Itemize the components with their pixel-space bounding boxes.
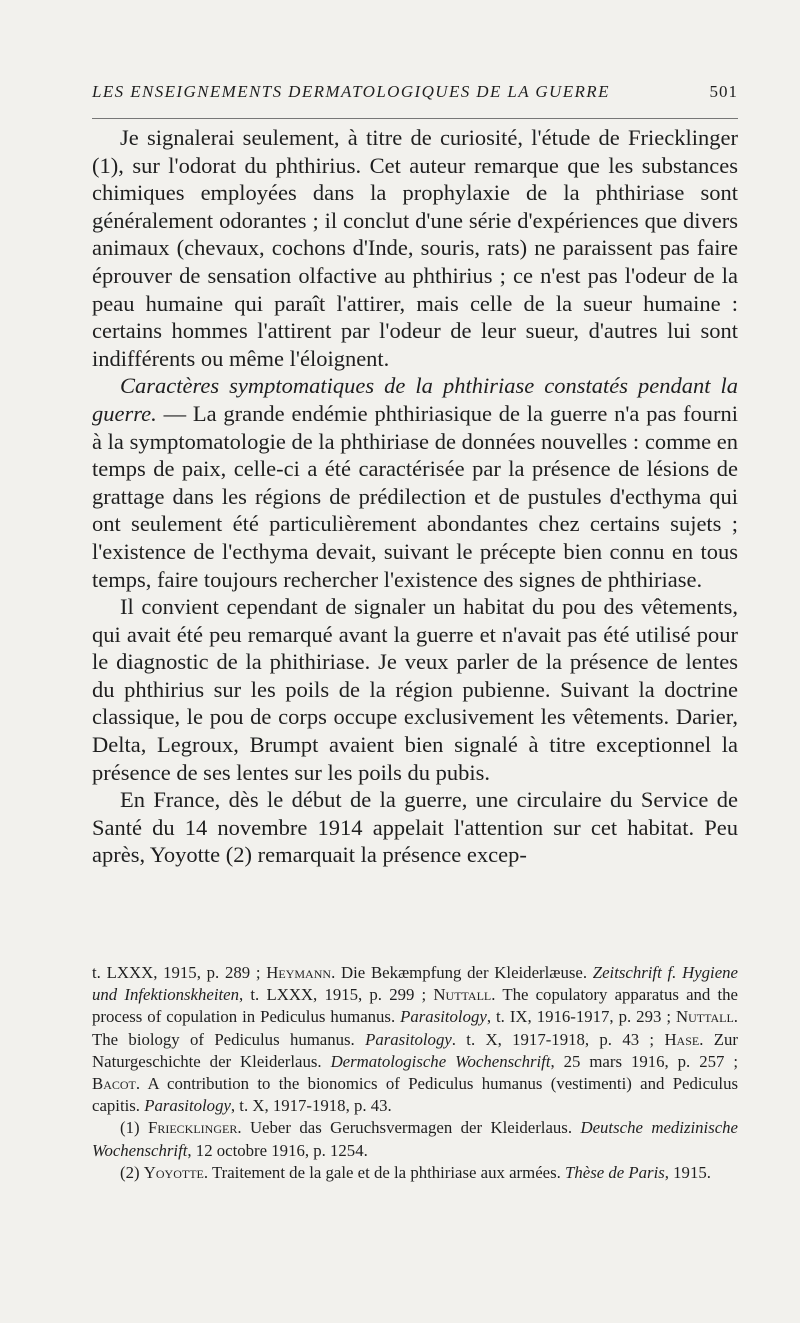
paragraph-frieckinger: Je signalerai seulement, à titre de curiosité, l'étude de Friecklinger (1), sur l'odorat du phthirius. Cet auteur remarque que les substances chimiques employées dans la prophylaxie de la phthiriase sont généralement odorantes ; il conclut d'une série d'expériences que divers animaux (chevaux, cochons d'Inde, souris, rats) ne paraissent pas faire éprouver de sensation olfactive au phthirius ; ce n'est pas l'odeur de la peau humaine qui paraît l'attirer, mais celle de la sueur humaine : certains hommes l'attirent par l'odeur de leur sueur, d'autres lui sont indifférents ou même l'éloignent. [92,125,738,371]
note-author: Nuttall [433,985,492,1005]
note-journal: Parasitology [400,1007,487,1027]
note-text: . t. X, 1917-1918, p. 43 ; [451,1029,665,1049]
running-header [92,82,738,102]
note-journal: Parasitology [144,1096,231,1116]
note-text: . The copulatory apparatus and the process of copulation in Pediculus humanus. [92,985,738,1027]
note-text: t. LXXX, 1915, p. 289 ; [92,963,267,982]
paragraph-habitat: Il convient cependant de signaler un habitat du pou des vêtements, qui avait été peu remarqué avant la guerre et n'avait pas été utilisé pour le diagnostic de la phithiriase. Je veux parler de la présence de lentes du phthirius sur les poils de la région pubienne. Suivant la doctrine classique, le pou de corps occupe exclusivement les vêtements. Darier, Delta, Legroux, Brumpt avaient bien signalé à titre exceptionnel la présence de ses lentes sur les poils du pubis. [92,594,738,785]
note-text: . Ueber das Geruchsvermagen der Kleiderlaus. [237,1118,581,1138]
footnote-1 [92,1117,738,1161]
note-text: , t. IX, 1916-1917, p. 293 ; [486,1007,676,1027]
paragraph-symptoms-text: — La grande endémie phthiriasique de la guerre n'a pas fourni à la symptomatologie de la phthiriase de données nouvelles : comme en temps de paix, celle-ci a été caractérisée par la présence de lésions de grattage dans les régions de prédilection et de pustules d'ecthyma qui ont seulement été particulièrement abondantes chez certains sujets ; l'existence de l'ecthyma devait, suivant le précepte bien connu en tous temps, faire toujours rechercher l'existence des signes de phthiriase. [92,400,738,592]
note-author: Hase [664,1029,700,1049]
footnotes [92,962,738,1184]
note-author: Friecklinger [148,1118,238,1138]
note-journal: Dermatologische Wochenschrift [330,1051,551,1071]
note-journal: Zeitschrift f. Hygiene und Infektionskheiten [92,963,738,1005]
footnote-2 [92,1162,738,1184]
note-text: . Die Bekæmpfung der Kleiderlæuse. [331,963,593,982]
note-text: . Zur Naturgeschichte der Kleiderlaus. [92,1029,738,1071]
note-text: . A contribution to the bionomics of Pediculus humanus (vestimenti) and Pediculus capitis. [92,1074,738,1116]
header-rule [92,118,738,119]
note-text: , t. X, 1917-1918, p. 43. [230,1096,392,1116]
paragraph-symptoms [92,372,738,593]
note-text: , 25 mars 1916, p. 257 ; [550,1051,738,1071]
footnote-marker: (1) [120,1118,148,1138]
note-text: , 12 octobre 1916, p. 1254. [187,1140,368,1160]
note-author: Heymann [266,963,332,982]
note-author: Yoyotte [143,1162,204,1182]
main-text [92,124,738,869]
note-journal: Thèse de Paris [565,1162,665,1182]
footnote-marker: (2) [120,1162,144,1182]
note-journal: Deutsche medizinische Wochenschrift [92,1118,739,1160]
note-author: Bacot [92,1074,136,1094]
note-text: , 1915. [664,1162,711,1182]
footnote-continuation [92,962,738,1117]
section-heading: Caractères symptomatiques de la phthiriase constatés pendant la guerre. [92,373,738,426]
page-number: 501 [709,82,738,101]
note-text: . The biology of Pediculus humanus. [92,1007,738,1049]
note-text: . Traitement de la gale et de la phthiriase aux armées. [203,1162,566,1182]
note-text: , t. LXXX, 1915, p. 299 ; [239,985,434,1005]
note-author: Nuttall [675,1007,734,1027]
running-title: LES ENSEIGNEMENTS DERMATOLOGIQUES DE LA GUERRE [92,82,610,101]
note-journal: Parasitology [365,1029,452,1049]
paragraph-france: En France, dès le début de la guerre, une circulaire du Service de Santé du 14 novembre 1914 appelait l'attention sur cet habitat. Peu après, Yoyotte (2) remarquait la présence excep- [92,787,738,868]
